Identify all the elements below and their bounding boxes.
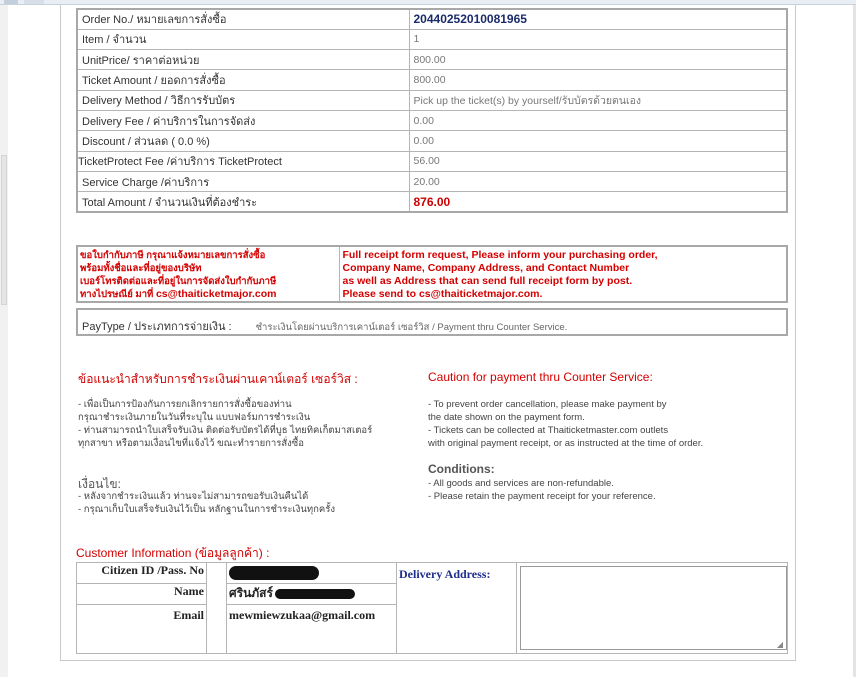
paytype-label: PayType / ประเภทการจ่ายเงิน : [82, 321, 232, 333]
order-row-value: 20.00 [409, 171, 787, 191]
order-row [77, 70, 787, 90]
english-condition-line: - Please retain the payment receipt for your reference. [428, 491, 656, 502]
order-row-label: Service Charge /ค่าบริการ [77, 171, 409, 191]
thai-conditions-list [78, 490, 335, 516]
order-row [77, 151, 787, 171]
order-row-label: TicketProtect Fee /ค่าบริการ TicketProtect [77, 151, 409, 171]
order-summary-table [76, 8, 788, 213]
email-label: Email [77, 605, 207, 654]
order-row [77, 131, 787, 151]
order-row-value: 876.00 [409, 192, 787, 212]
english-instructions-title: Caution for payment thru Counter Service: [428, 370, 653, 384]
english-conditions-title: Conditions: [428, 462, 495, 476]
english-instruction-line: - To prevent order cancellation, please make payment by [428, 399, 667, 410]
order-row-value: Pick up the ticket(s) by yourself/รับบัตรด้วยตนเอง [409, 90, 787, 110]
left-scrollbar[interactable] [0, 5, 8, 677]
email-value: mewmiewzukaa@gmail.com [227, 605, 397, 654]
order-row-value: 20440252010081965 [409, 9, 787, 29]
resize-grip-icon[interactable]: ◢ [776, 640, 783, 649]
order-row-label: UnitPrice/ ราคาต่อหน่วย [77, 50, 409, 70]
receipt-thai-line: พร้อมทั้งชื่อและที่อยู่ของบริษัท [80, 263, 202, 274]
order-row [77, 90, 787, 110]
receipt-en-line: Full receipt form request, Please inform your purchasing order, [342, 249, 658, 261]
redacted-citizen-id [229, 566, 319, 580]
thai-condition-line: - กรุณาเก็บใบเสร็จรับเงินไว้เป็น หลักฐานในการชำระเงินทุกครั้ง [78, 504, 335, 515]
delivery-address-label: Delivery Address: [397, 563, 517, 654]
receipt-notice-english [339, 246, 787, 302]
order-row-value: 800.00 [409, 50, 787, 70]
customer-info-title: Customer Information (ข้อมูลลูกค้า) : [76, 546, 270, 560]
thai-condition-line: - หลังจากชำระเงินแล้ว ท่านจะไม่สามารถขอรับเงินคืนได้ [78, 491, 309, 502]
order-row-label: Order No./ หมายเลขการสั่งซื้อ [77, 9, 409, 29]
order-row-label: Delivery Method / วิธีการรับบัตร [77, 90, 409, 110]
order-row [77, 9, 787, 29]
thai-instruction-line: - เพื่อเป็นการป้องกันการยกเลิกรายการสั่งซื้อของท่าน [78, 399, 292, 410]
receipt-email: cs@thaiticketmajor.com [155, 288, 277, 300]
order-row [77, 110, 787, 130]
order-row-value: 0.00 [409, 110, 787, 130]
order-row-label: Total Amount / จำนวนเงินที่ต้องชำระ [77, 192, 409, 212]
window-grip [24, 0, 44, 4]
order-row-label: Ticket Amount / ยอดการสั่งซื้อ [77, 70, 409, 90]
thai-instructions-list [78, 398, 372, 450]
order-row [77, 29, 787, 49]
receipt-thai-line: เบอร์โทรติดต่อและที่อยู่ในการจัดส่งใบกำกับภาษี [80, 276, 277, 287]
receipt-en-line: as well as Address that can send full receipt form by post. [342, 275, 633, 287]
order-row [77, 192, 787, 212]
english-instruction-line: with original payment receipt, or as instructed at the time of order. [428, 438, 704, 449]
english-instruction-line: - Tickets can be collected at Thaiticketmaster.com outlets [428, 425, 669, 436]
thai-instruction-line: - ท่านสามารถนำใบเสร็จรับเงิน ติดต่อรับบัตรได้ที่บูธ ไทยทิคเก็ตมาสเตอร์ [78, 425, 373, 436]
delivery-address-textarea[interactable] [520, 566, 787, 650]
thai-instruction-line: ทุกสาขา หรือตามเงื่อนไขที่แจ้งไว้ ขณะทำรายการสั่งซื้อ [78, 438, 304, 449]
paytype-value: ชำระเงินโดยผ่านบริการเคาน์เตอร์ เซอร์วิส / Payment thru Counter Service. [255, 322, 568, 333]
order-row-value: 56.00 [409, 151, 787, 171]
receipt-thai-prefix: ทางไปรษณีย์ มาที่ [80, 289, 156, 300]
order-row-value: 0.00 [409, 131, 787, 151]
order-row-label: Item / จำนวน [77, 29, 409, 49]
receipt-thai-line: ขอใบกำกับภาษี กรุณาแจ้งหมายเลขการสั่งซื้อ [80, 250, 266, 261]
order-row-value: 800.00 [409, 70, 787, 90]
thai-instructions-title: ข้อแนะนำสำหรับการชำระเงินผ่านเคาน์เตอร์ เซอร์วิส : [78, 372, 358, 386]
citizen-id-label: Citizen ID /Pass. No [77, 563, 207, 584]
english-conditions-list [428, 477, 656, 503]
delivery-address-cell [517, 563, 788, 654]
thai-instruction-line: กรุณาชำระเงินภายในวันที่ระบุใน แบบฟอร์มการชำระเงิน [78, 412, 311, 423]
receipt-thai-line [80, 288, 337, 301]
name-text: ศรินภัสร์ [229, 586, 273, 600]
english-instructions-list [428, 398, 703, 450]
window-grip [4, 0, 18, 4]
order-row-label: Delivery Fee / ค่าบริการในการจัดส่ง [77, 110, 409, 130]
scrollbar-thumb[interactable] [1, 155, 7, 305]
receipt-request-box [76, 245, 788, 303]
order-row-value: 1 [409, 29, 787, 49]
customer-info-table [76, 562, 788, 654]
order-row [77, 171, 787, 191]
citizen-id-value [227, 563, 397, 584]
receipt-en-line: Please send to cs@thaiticketmajor.com. [342, 288, 543, 300]
spacer-cell [207, 563, 227, 654]
redacted-surname [275, 589, 355, 599]
name-value [227, 584, 397, 605]
english-instruction-line: the date shown on the payment form. [428, 412, 585, 423]
order-row-label: Discount / ส่วนลด ( 0.0 %) [77, 131, 409, 151]
order-row [77, 50, 787, 70]
english-condition-line: - All goods and services are non-refundable. [428, 478, 614, 489]
receipt-en-line: Company Name, Company Address, and Contact Number [342, 262, 630, 274]
thai-conditions-title: เงื่อนไข: [78, 477, 121, 491]
name-label: Name [77, 584, 207, 605]
receipt-notice-thai [77, 246, 339, 302]
paytype-box [76, 308, 788, 336]
